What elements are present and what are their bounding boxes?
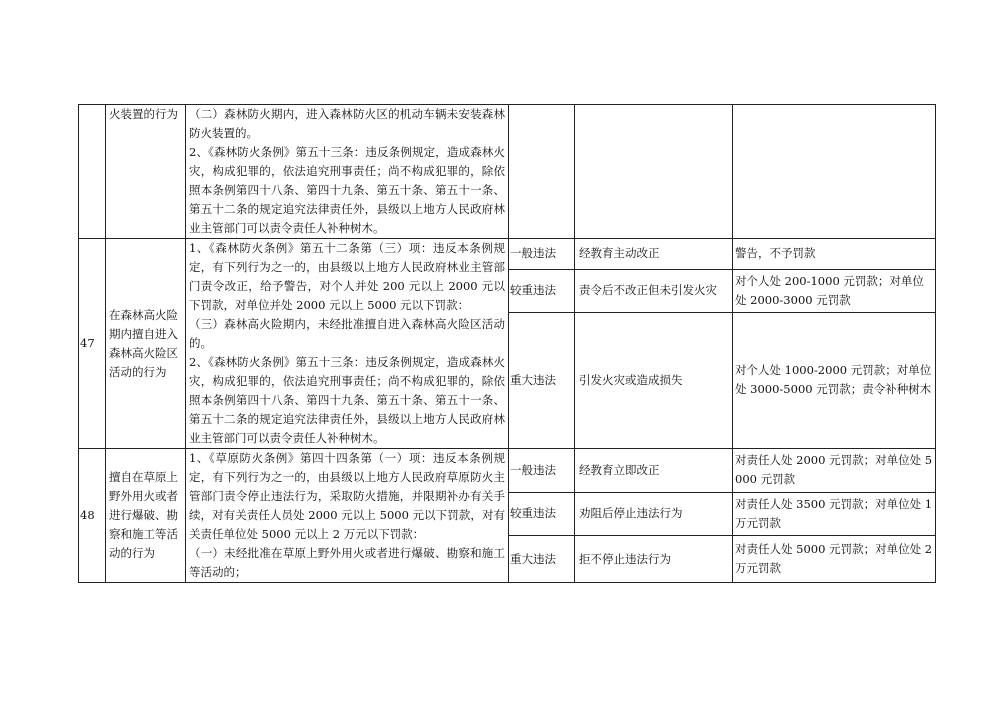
legal-basis-paragraph: 1、《草原防火条例》第四十四条第（一）项：违反本条例规定，有下列行为之一的，由县级以上地方人民政府草原防火主管部门责令停止违法行为，采取防火措施，并限期补办有关手续，对有关责任人员处 2000 元以上 5000 元以下罚款，对有关责任单位处 5000 元以上 2 万元以下罚款： [189,451,505,541]
penalty-standards-table [78,104,936,583]
legal-basis-cell [186,239,509,449]
penalty-cell: 对责任人处 3500 元罚款；对单位处 1 万元罚款 [733,492,936,536]
behavior-cell: 擅自在草原上野外用火或者进行爆破、勘察和施工等活动的行为 [106,449,186,583]
behavior-cell: 在森林高火险期内擅自进入森林高火险区活动的行为 [106,239,186,449]
table-row [79,239,936,270]
penalty-cell: 对责任人处 2000 元罚款；对单位处 5000 元罚款 [733,449,936,493]
level-cell: 较重违法 [509,492,575,536]
fact-cell: 劝阻后停止违法行为 [575,492,733,536]
level-cell: 一般违法 [509,239,575,270]
table-row [79,449,936,493]
penalty-cell [733,105,936,239]
level-cell: 一般违法 [509,449,575,493]
penalty-cell: 警告，不予罚款 [733,239,936,270]
legal-basis-cell [186,449,509,583]
legal-basis-paragraph: 2、《森林防火条例》第五十三条：违反条例规定，造成森林火灾，构成犯罪的，依法追究刑事责任；尚不构成犯罪的，除依照本条例第四十八条、第四十九条、第五十条、第五十一条、第五十二条的规定追究法律责任外，县级以上地方人民政府林业主管部门可以责令责任人补种树木。 [189,355,505,445]
level-cell: 重大违法 [509,312,575,448]
table-row [79,105,936,239]
penalty-cell: 对个人处 1000-2000 元罚款；对单位处 3000-5000 元罚款；责令补种树木 [733,312,936,448]
legal-basis-cell [186,105,509,239]
row-number-cell: 48 [79,449,106,583]
level-cell: 较重违法 [509,269,575,312]
fact-cell: 经教育主动改正 [575,239,733,270]
behavior-cell: 火装置的行为 [106,105,186,239]
fact-cell [575,105,733,239]
level-cell: 重大违法 [509,536,575,583]
legal-basis-paragraph: （三）森林高火险期内，未经批准擅自进入森林高火险区活动的。 [189,317,505,350]
level-cell [509,105,575,239]
penalty-cell: 对责任人处 5000 元罚款；对单位处 2 万元罚款 [733,536,936,583]
row-number-cell: 47 [79,239,106,449]
fact-cell: 经教育立即改正 [575,449,733,493]
legal-basis-paragraph: （一）未经批准在草原上野外用火或者进行爆破、勘察和施工等活动的； [189,546,505,579]
row-number-cell [79,105,106,239]
fact-cell: 拒不停止违法行为 [575,536,733,583]
fact-cell: 引发火灾或造成损失 [575,312,733,448]
legal-basis-paragraph: 1、《森林防火条例》第五十二条第（三）项：违反本条例规定，有下列行为之一的，由县级以上地方人民政府林业主管部门责令改正，给予警告，对个人并处 200 元以上 2000 元以下罚款，对单位并处 2000 元以上 5000 元以下罚款： [189,241,505,312]
fact-cell: 责令后不改正但未引发火灾 [575,269,733,312]
legal-basis-paragraph: 2、《森林防火条例》第五十三条：违反条例规定，造成森林火灾，构成犯罪的，依法追究刑事责任；尚不构成犯罪的，除依照本条例第四十八条、第四十九条、第五十条、第五十一条、第五十二条的规定追究法律责任外，县级以上地方人民政府林业主管部门可以责令责任人补种树木。 [189,145,505,235]
penalty-cell: 对个人处 200-1000 元罚款；对单位处 2000-3000 元罚款 [733,269,936,312]
legal-basis-paragraph: （二）森林防火期内，进入森林防火区的机动车辆未安装森林防火装置的。 [189,107,505,140]
